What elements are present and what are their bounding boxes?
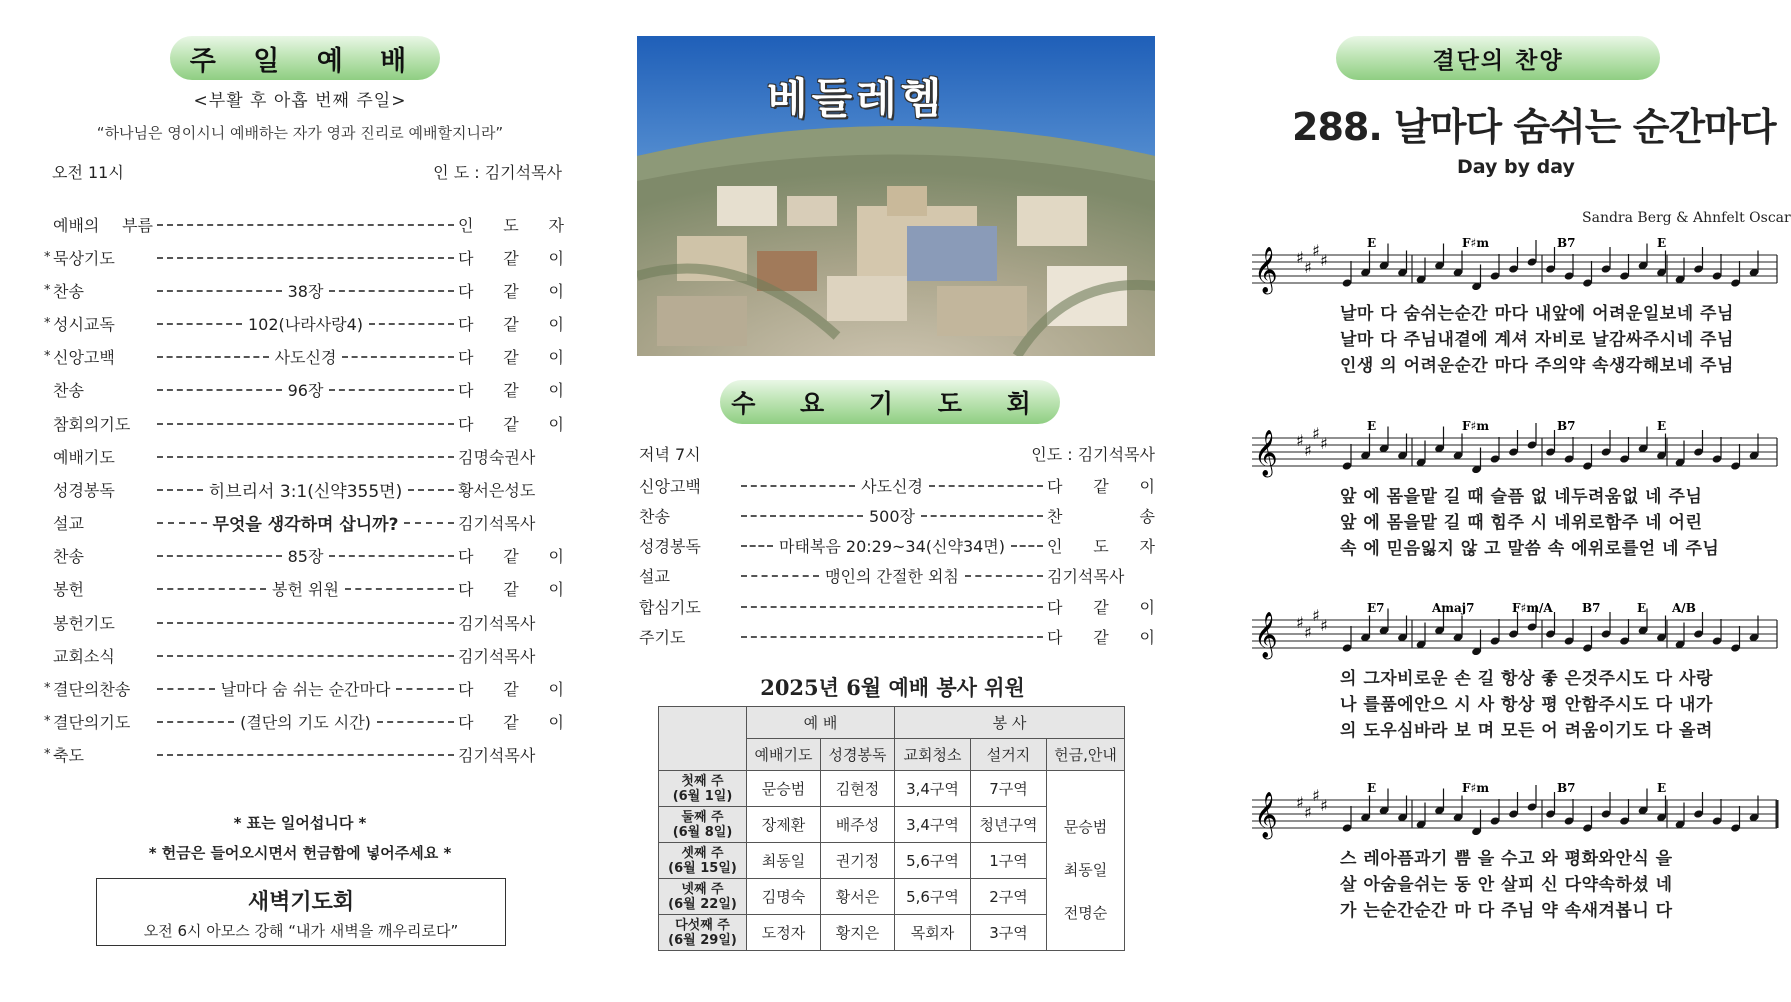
reading-cell: 김현정 (821, 771, 895, 807)
sharp-icon: ♯ (1312, 786, 1320, 805)
order-item-person: 다 같 이 (1047, 476, 1155, 496)
dishes-cell: 1구역 (971, 843, 1047, 879)
chord-symbol: B7 (1557, 419, 1576, 433)
order-item-detail (157, 653, 454, 657)
staff-system (1232, 770, 1791, 850)
sharp-icon: ♯ (1296, 613, 1304, 632)
order-item-name: 찬송 (53, 546, 84, 566)
chord-symbol: E (1367, 419, 1377, 433)
order-item-detail (157, 378, 454, 401)
sunday-worship-title: 주 일 예 배 (170, 36, 440, 80)
order-item-name: 찬송 (53, 281, 84, 301)
lyric-line: 날마 다 주님내곁에 계셔 자비로 날감싸주시네 주님 (1340, 330, 1734, 350)
order-item-detail (741, 534, 1043, 557)
dishes-cell: 청년구역 (971, 807, 1047, 843)
leader-dots (157, 655, 454, 657)
order-item-detail (157, 279, 454, 302)
week-date: (6월 29일) (668, 932, 737, 948)
order-item-text: 85장 (287, 546, 324, 566)
wednesday-leader: 인도 : 김기석목사 (1031, 445, 1155, 464)
leader-dots (157, 356, 269, 358)
chord-symbol: F♯m (1462, 781, 1490, 795)
sharp-icon: ♯ (1312, 606, 1320, 625)
prayer-cell: 최동일 (747, 843, 821, 879)
sharp-icon: ♯ (1296, 793, 1304, 812)
dishes-cell: 3구역 (971, 915, 1047, 951)
order-item-person: 김기석목사 (458, 646, 536, 666)
offering-usher-cell (1047, 771, 1125, 951)
order-item-name: 찬송 (639, 506, 670, 526)
dawn-prayer-subtitle: 오전 6시 아모스 강해 “내가 새벽을 깨우리로다” (143, 922, 459, 940)
photo-title: 베들레헴 (767, 74, 946, 123)
order-item-person: 다 같 이 (458, 380, 564, 400)
sharp-icon: ♯ (1304, 441, 1312, 460)
leader-dots (157, 754, 454, 756)
dishes-cell: 7구역 (971, 771, 1047, 807)
leader-dots (157, 423, 454, 425)
order-item-name: 교회소식 (53, 646, 115, 666)
order-item-detail (157, 577, 454, 600)
order-item-detail (157, 677, 454, 700)
wednesday-prayer-title: 수 요 기 도 회 (720, 380, 1060, 424)
standing-mark: * (44, 746, 51, 762)
leader-dots (741, 636, 1043, 638)
chord-symbol: F♯m/A (1512, 601, 1553, 615)
order-item-detail (157, 710, 454, 733)
leader-dots (408, 489, 454, 491)
leader-dots (157, 456, 454, 458)
duty-column-header: 교회청소 (895, 739, 971, 771)
prayer-cell: 도정자 (747, 915, 821, 951)
leader-dots (157, 257, 454, 259)
prayer-cell: 문승범 (747, 771, 821, 807)
order-item-detail (741, 564, 1043, 587)
worship-order-row (44, 610, 564, 634)
standing-mark: * (44, 315, 51, 331)
order-item-person: 김명숙권사 (458, 447, 536, 467)
treble-clef-icon: 𝄞 (1254, 792, 1278, 838)
service-group-header: 봉 사 (895, 707, 1125, 739)
week-date: (6월 1일) (672, 788, 733, 804)
leader-dots (741, 545, 773, 547)
chord-symbol: E (1637, 601, 1647, 615)
worship-group-header: 예 배 (747, 707, 895, 739)
duty-column-header: 헌금,안내 (1047, 739, 1125, 771)
order-item-person: 다 같 이 (458, 579, 564, 599)
order-item-name: 봉헌 (53, 579, 84, 599)
standing-mark: * (44, 680, 51, 696)
order-item-detail (157, 752, 454, 756)
worship-order-row (44, 676, 564, 700)
leader-dots (157, 323, 242, 325)
order-item-person: 다 같 이 (458, 712, 564, 732)
reading-cell: 배주성 (821, 807, 895, 843)
leader-dots (157, 489, 203, 491)
leader-dots (329, 290, 454, 292)
motto: “하나님은 영이시니 예배하는 자가 영과 진리로 예배할지니라” (96, 124, 504, 142)
leader-dots (157, 290, 282, 292)
table-row (659, 771, 1125, 807)
order-item-text: 사도신경 (861, 476, 923, 496)
cleaning-cell: 목회자 (895, 915, 971, 951)
week-label: 셋째 주 (681, 845, 724, 861)
order-item-name: 참회의기도 (53, 414, 131, 434)
worship-order-row (44, 311, 564, 335)
worship-order-row (44, 576, 564, 600)
worship-order-row (44, 643, 564, 667)
dishes-cell: 2구역 (971, 879, 1047, 915)
sharp-icon: ♯ (1320, 616, 1328, 635)
order-item-text: (결단의 기도 시간) (240, 712, 371, 732)
order-item-person: 인 도 자 (1047, 536, 1155, 556)
leader-dots (396, 688, 454, 690)
duty-roster-table (658, 706, 1125, 951)
order-item-person: 김기석목사 (458, 513, 536, 533)
dawn-prayer-title: 새벽기도회 (247, 890, 355, 915)
order-item-person: 다 같 이 (458, 546, 564, 566)
week-cell (659, 879, 747, 915)
staff-system (1232, 408, 1791, 488)
chord-symbol: E (1657, 781, 1667, 795)
duty-column-header: 설거지 (971, 739, 1047, 771)
sharp-icon: ♯ (1312, 241, 1320, 260)
leader-dots (342, 356, 454, 358)
worship-order-row (44, 411, 564, 435)
chord-symbol: F♯m (1462, 419, 1490, 433)
leader-dots (929, 485, 1043, 487)
order-item-detail (741, 474, 1043, 497)
order-item-detail (157, 255, 454, 259)
sharp-icon: ♯ (1304, 623, 1312, 642)
order-item-person: 다 같 이 (458, 248, 564, 268)
prayer-cell: 장제환 (747, 807, 821, 843)
order-item-text: 96장 (287, 380, 324, 400)
worship-order-row (44, 212, 564, 236)
week-cell (659, 771, 747, 807)
wednesday-order-row (639, 502, 1155, 528)
worship-time-row (52, 160, 562, 183)
order-item-text: 봉헌 위원 (272, 579, 339, 599)
chord-symbol: A/B (1672, 601, 1696, 615)
order-item-name: 예배의 부름 (53, 215, 153, 235)
order-item-text: 사도신경 (274, 347, 337, 367)
offering-notice: * 헌금은 들어오시면서 헌금함에 넣어주세요 * (148, 844, 452, 862)
wednesday-order-row (639, 472, 1155, 498)
order-item-person: 김기석목사 (458, 613, 536, 633)
lyric-line: 스 레아픔과기 쁨 을 수고 와 평화와안식 을 (1340, 849, 1673, 869)
lyric-line: 앞 에 몸을맡 길 때 힘주 시 네위로함주 네 어린 (1340, 513, 1703, 533)
worship-order-row (44, 477, 564, 501)
order-item-text: 날마다 숨 쉬는 순간마다 (220, 679, 391, 699)
treble-clef-icon: 𝄞 (1254, 430, 1278, 476)
sharp-icon: ♯ (1296, 248, 1304, 267)
prayer-cell: 김명숙 (747, 879, 821, 915)
order-item-person: 다 같 이 (458, 679, 564, 699)
order-item-name: 신앙고백 (53, 347, 115, 367)
offering-usher-name: 문승범 (1063, 818, 1108, 836)
order-item-detail (157, 312, 454, 335)
hymn-column (1232, 0, 1791, 1002)
duty-column-header: 성경봉독 (821, 739, 895, 771)
order-item-text: 히브리서 3:1(신약355면) (208, 481, 403, 502)
leader-dots (157, 522, 207, 524)
leader-dots (965, 575, 1043, 577)
staff-system (1232, 590, 1791, 670)
order-item-detail (157, 421, 454, 425)
order-item-name: 봉헌기도 (53, 613, 115, 633)
order-item-person: 다 같 이 (1047, 597, 1155, 617)
reading-cell: 황지은 (821, 915, 895, 951)
leader-dots (741, 485, 855, 487)
duty-column-header: 예배기도 (747, 739, 821, 771)
wednesday-time: 저녁 7시 (639, 445, 701, 464)
order-item-person: 다 같 이 (458, 281, 564, 301)
song-subtitle: Day by day (1457, 156, 1575, 178)
chord-symbol: Amaj7 (1432, 601, 1475, 615)
cleaning-cell: 3,4구역 (895, 807, 971, 843)
order-item-detail (157, 477, 454, 502)
leader-dots (329, 555, 454, 557)
order-item-text: 38장 (287, 281, 324, 301)
cleaning-cell: 5,6구역 (895, 879, 971, 915)
order-item-name: 설교 (639, 566, 670, 586)
worship-order-row (44, 709, 564, 733)
leader-dots (345, 588, 454, 590)
chord-symbol: B7 (1557, 236, 1576, 250)
lyric-line: 의 도우심바라 보 며 모든 어 려움이기도 다 올려 (1340, 721, 1713, 741)
treble-clef-icon: 𝄞 (1254, 612, 1278, 658)
order-item-detail (157, 345, 454, 368)
order-item-name: 합심기도 (639, 597, 701, 617)
order-item-detail (157, 222, 454, 226)
table-corner (659, 707, 747, 771)
chord-symbol: B7 (1582, 601, 1601, 615)
order-item-name: 찬송 (53, 380, 84, 400)
order-item-text: 102(나라사랑4) (247, 314, 364, 334)
worship-order-row (44, 245, 564, 269)
week-cell (659, 915, 747, 951)
song-title: 288. 날마다 숨쉬는 순간마다 (1292, 105, 1776, 149)
lyric-line: 속 에 믿음잃지 않 고 말씀 속 에위로를얻 네 주님 (1340, 539, 1720, 559)
offering-usher-name: 전명순 (1063, 904, 1108, 922)
chord-symbol: F♯m (1462, 236, 1490, 250)
cleaning-cell: 5,6구역 (895, 843, 971, 879)
wednesday-order-row (639, 623, 1155, 649)
order-item-person: 다 같 이 (458, 347, 564, 367)
worship-order-row (44, 444, 564, 468)
leader-dots (921, 515, 1043, 517)
cleaning-cell: 3,4구역 (895, 771, 971, 807)
order-item-person: 찬 송 (1047, 506, 1155, 526)
order-item-detail (741, 634, 1043, 638)
chord-symbol: E (1657, 236, 1667, 250)
chord-symbol: E (1367, 781, 1377, 795)
worship-order-row (44, 543, 564, 567)
week-cell (659, 843, 747, 879)
week-label: 다섯째 주 (675, 917, 730, 933)
sunday-subtitle: <부활 후 아홉 번째 주일> (193, 91, 407, 111)
order-item-person: 다 같 이 (1047, 627, 1155, 647)
order-item-name: 예배기도 (53, 447, 115, 467)
week-label: 첫째 주 (681, 773, 724, 789)
order-item-name: 주기도 (639, 627, 686, 647)
sharp-icon: ♯ (1320, 251, 1328, 270)
order-item-name: 묵상기도 (53, 248, 115, 268)
lyric-line: 인생 의 어려운순간 마다 주의약 속생각해보네 주님 (1340, 356, 1734, 376)
worship-leader: 인 도 : 김기석목사 (433, 163, 562, 182)
chord-symbol: E (1367, 236, 1377, 250)
order-item-name: 결단의기도 (53, 712, 131, 732)
standing-mark: * (44, 348, 51, 364)
leader-dots (377, 721, 454, 723)
leader-dots (157, 555, 282, 557)
wednesday-column (625, 0, 1160, 1002)
order-item-name: 결단의찬송 (53, 679, 131, 699)
leader-dots (157, 622, 454, 624)
leader-dots (157, 389, 282, 391)
treble-clef-icon: 𝄞 (1254, 247, 1278, 293)
order-item-person: 황서은성도 (458, 480, 536, 500)
order-item-name: 축도 (53, 745, 84, 765)
wednesday-order-row (639, 593, 1155, 619)
order-item-name: 성경봉독 (53, 480, 115, 500)
order-item-name: 성시교독 (53, 314, 115, 334)
lyric-line: 앞 에 몸을맡 길 때 슬픔 없 네두려움없 네 주님 (1340, 487, 1703, 507)
worship-order-row (44, 377, 564, 401)
song-author: Sandra Berg & Ahnfelt Oscar (1582, 210, 1791, 226)
order-item-text: 무엇을 생각하며 삽니까? (212, 514, 399, 535)
wednesday-order-row (639, 562, 1155, 588)
chord-symbol: B7 (1557, 781, 1576, 795)
leader-dots (404, 522, 454, 524)
wednesday-time-row (639, 442, 1155, 465)
week-label: 넷째 주 (681, 881, 724, 897)
lyric-line: 가 는순간순간 마 다 주님 약 속새겨봅니 다 (1340, 901, 1673, 921)
lyric-line: 의 그자비로운 손 길 항상 좋 은것주시도 다 사랑 (1340, 669, 1713, 689)
week-date: (6월 15일) (668, 860, 737, 876)
week-label: 둘째 주 (681, 809, 724, 825)
leader-dots (157, 688, 215, 690)
hymn-section-title: 결단의 찬양 (1336, 36, 1660, 80)
reading-cell: 황서은 (821, 879, 895, 915)
order-item-name: 설교 (53, 513, 84, 533)
leader-dots (741, 575, 819, 577)
order-item-detail (741, 504, 1043, 527)
order-item-name: 신앙고백 (639, 476, 701, 496)
sharp-icon: ♯ (1304, 258, 1312, 277)
worship-order-row (44, 344, 564, 368)
sunday-worship-column (0, 0, 600, 1002)
wednesday-order-row (639, 532, 1155, 558)
reading-cell: 권기정 (821, 843, 895, 879)
standing-mark: * (44, 249, 51, 265)
worship-order-row (44, 278, 564, 302)
bethlehem-photo (637, 36, 1155, 356)
leader-dots (741, 515, 863, 517)
duty-roster-title: 2025년 6월 예배 봉사 위원 (760, 675, 1025, 700)
standing-mark: * (44, 282, 51, 298)
sharp-icon: ♯ (1304, 803, 1312, 822)
week-cell (659, 807, 747, 843)
order-item-detail (157, 454, 454, 458)
offering-usher-name: 최동일 (1063, 861, 1108, 879)
leader-dots (329, 389, 454, 391)
week-date: (6월 22일) (668, 896, 737, 912)
dawn-prayer-box (96, 878, 506, 946)
leader-dots (157, 224, 454, 226)
order-item-person: 다 같 이 (458, 314, 564, 334)
order-item-detail (741, 604, 1043, 608)
standing-mark: * (44, 713, 51, 729)
leader-dots (157, 721, 234, 723)
leader-dots (741, 606, 1043, 608)
worship-time: 오전 11시 (52, 163, 124, 182)
standing-notice: * 표는 일어섭니다 * (233, 814, 367, 832)
lyric-line: 날마 다 숨쉬는순간 마다 내앞에 어려운일보네 주님 (1340, 304, 1734, 324)
lyric-line: 살 아숨을쉬는 동 안 살피 신 다약속하셨 네 (1340, 875, 1673, 895)
week-date: (6월 8일) (672, 824, 733, 840)
order-item-text: 마태복음 20:29~34(신약34면) (779, 536, 1005, 556)
order-item-person: 인 도 자 (458, 215, 564, 235)
leader-dots (369, 323, 454, 325)
order-item-text: 맹인의 간절한 외침 (825, 566, 959, 586)
sharp-icon: ♯ (1320, 434, 1328, 453)
order-item-detail (157, 510, 454, 535)
worship-order-row (44, 510, 564, 534)
order-item-person: 김기석목사 (1047, 566, 1125, 586)
order-item-person: 다 같 이 (458, 414, 564, 434)
worship-order-row (44, 742, 564, 766)
staff-system (1232, 225, 1791, 305)
chord-symbol: E7 (1367, 601, 1385, 615)
chord-symbol: E (1657, 419, 1667, 433)
sharp-icon: ♯ (1312, 424, 1320, 443)
lyric-line: 나 를품에안으 시 사 항상 평 안함주시도 다 내가 (1340, 695, 1713, 715)
order-item-detail (157, 620, 454, 624)
sharp-icon: ♯ (1320, 796, 1328, 815)
order-item-detail (157, 544, 454, 567)
leader-dots (157, 588, 266, 590)
order-item-text: 500장 (869, 506, 915, 526)
leader-dots (1011, 545, 1043, 547)
order-item-person: 김기석목사 (458, 745, 536, 765)
sharp-icon: ♯ (1296, 431, 1304, 450)
order-item-name: 성경봉독 (639, 536, 701, 556)
